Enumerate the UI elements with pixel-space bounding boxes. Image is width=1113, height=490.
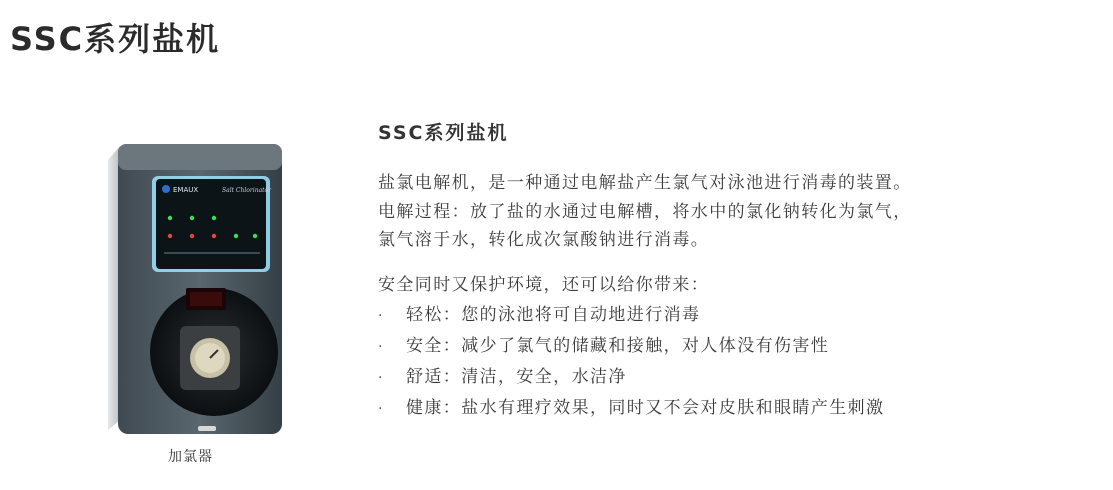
salt-chlorinator-illustration <box>100 140 290 450</box>
list-item <box>378 300 1078 331</box>
benefit-text: 舒适：清洁，安全，水洁净 <box>406 366 627 387</box>
list-item <box>378 362 1078 393</box>
bullet-icon: · <box>378 400 384 417</box>
section-title: SSC系列盐机 <box>378 122 509 144</box>
list-item <box>378 393 1078 424</box>
page-title: SSC系列盐机 <box>10 20 221 58</box>
indicator-light-icon <box>190 216 194 220</box>
description-line: 电解过程：放了盐的水通过电解槽，将水中的氯化钠转化为氯气， <box>378 201 912 222</box>
product-image <box>100 140 290 470</box>
benefits-intro: 安全同时又保护环境，还可以给你带来： <box>378 274 710 295</box>
bullet-icon: · <box>378 338 384 355</box>
device-brand: EMAUX <box>173 186 199 194</box>
description-line: 氯气溶于水，转化成次氯酸钠进行消毒。 <box>378 230 710 250</box>
indicator-light-icon <box>234 234 238 238</box>
indicator-light-icon <box>253 234 257 238</box>
description-line: 盐氯电解机，是一种通过电解盐产生氯气对泳池进行消毒的装置。 <box>378 173 912 193</box>
list-item <box>378 331 1078 362</box>
bullet-icon: · <box>378 307 384 324</box>
indicator-light-icon <box>212 216 216 220</box>
indicator-light-icon <box>168 216 172 220</box>
benefit-text: 安全：减少了氯气的储藏和接触，对人体没有伤害性 <box>406 335 830 356</box>
benefits-list <box>378 300 1078 424</box>
bullet-icon: · <box>378 369 384 386</box>
product-description <box>378 118 1078 424</box>
benefit-text: 健康：盐水有理疗效果，同时又不会对皮肤和眼睛产生刺激 <box>406 397 885 418</box>
image-caption: 加氯器 <box>168 449 213 465</box>
indicator-light-icon <box>190 234 194 238</box>
indicator-light-icon <box>168 234 172 238</box>
brand-logo-icon <box>162 185 170 193</box>
device-model: Salt Chlorinator <box>222 187 272 194</box>
indicator-light-icon <box>212 234 216 238</box>
benefit-text: 轻松：您的泳池将可自动地进行消毒 <box>406 304 701 325</box>
